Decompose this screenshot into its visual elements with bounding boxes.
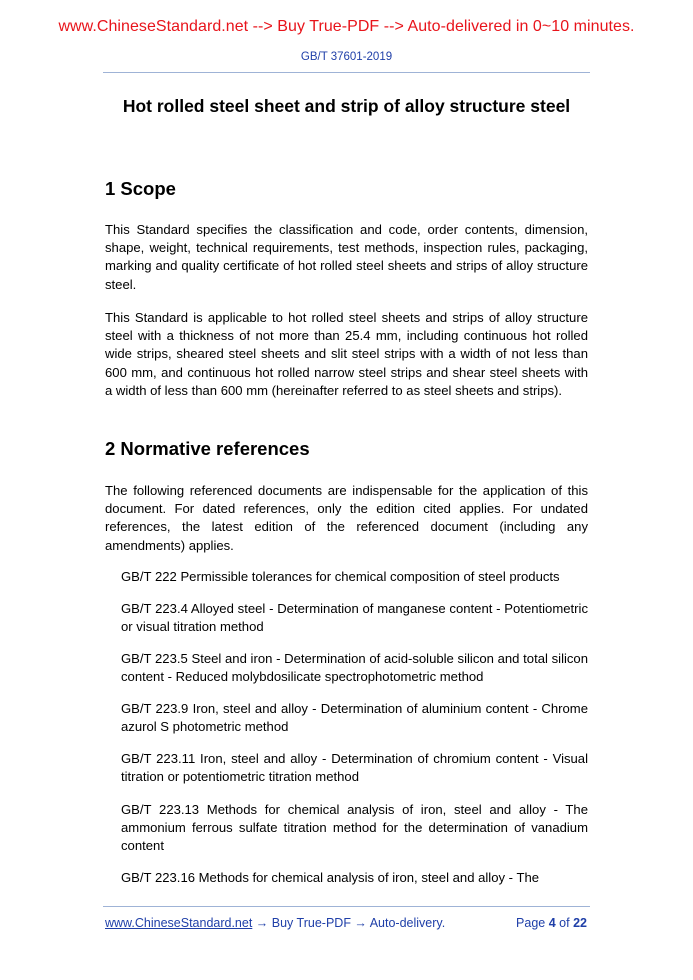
- reference-item: GB/T 223.5 Steel and iron - Determination of acid-soluble silicon and total silicon content - Reduced molybdosilicate spectrophotometric method: [121, 651, 588, 685]
- header-divider: [103, 72, 590, 73]
- scope-paragraph-1: This Standard specifies the classification and code, order contents, dimension, shape, weight, technical requirements, test methods, inspection rules, packaging, marking and quality certificate of hot rolled steel sheets and strips of alloy structure steel.: [105, 222, 588, 292]
- page-indicator: [516, 916, 587, 930]
- reference-item: GB/T 222 Permissible tolerances for chemical composition of steel products: [121, 569, 560, 584]
- arrow-icon: →: [350, 916, 370, 930]
- footer-site-link[interactable]: www.ChineseStandard.net: [105, 916, 253, 930]
- footer-buy-text: Buy True-PDF: [271, 916, 351, 930]
- total-pages: 22: [573, 916, 587, 930]
- arrow-icon: →: [252, 916, 272, 930]
- section-heading-scope: 1 Scope: [105, 178, 176, 199]
- promo-banner[interactable]: www.ChineseStandard.net --> Buy True-PDF --> Auto-delivered in 0~10 minutes.: [58, 18, 635, 35]
- of-label: of: [559, 916, 570, 930]
- reference-item: GB/T 223.11 Iron, steel and alloy - Determination of chromium content - Visual titration or potentiometric titration method: [121, 751, 588, 785]
- reference-item: GB/T 223.9 Iron, steel and alloy - Determination of aluminium content - Chrome azurol S photometric method: [121, 701, 588, 735]
- reference-item: GB/T 223.13 Methods for chemical analysis of iron, steel and alloy - The ammonium ferrous sulfate titration method for the determination of vanadium content: [121, 802, 588, 854]
- reference-item: GB/T 223.16 Methods for chemical analysis of iron, steel and alloy - The: [121, 870, 540, 885]
- document-title: Hot rolled steel sheet and strip of alloy structure steel: [122, 96, 571, 116]
- normative-references-intro: The following referenced documents are indispensable for the application of this document. For dated references, only the edition cited applies. For undated references, the latest edition of the referenced document (including any amendments) applies.: [105, 483, 588, 553]
- standard-code: GB/T 37601-2019: [300, 51, 393, 63]
- section-heading-normative-references: 2 Normative references: [105, 438, 310, 459]
- footer-delivery-text: Auto-delivery.: [369, 916, 446, 930]
- reference-item: GB/T 223.4 Alloyed steel - Determination of manganese content - Potentiometric or visual titration method: [121, 601, 588, 635]
- footer-divider: [103, 906, 590, 907]
- footer-links: [105, 916, 445, 930]
- page-number: 4: [548, 916, 556, 930]
- scope-paragraph-2: This Standard is applicable to hot rolled steel sheets and strips of alloy structure steel with a thickness of not more than 25.4 mm, including continuous hot rolled wide strips, sheared steel sheets and slit steel strips with a width of not less than 600 mm, and continuous hot rolled narrow steel strips and shear steel sheets with a width of less than 600 mm (hereinafter referred to as steel sheets and strips).: [105, 310, 588, 398]
- page-label: Page: [516, 916, 546, 930]
